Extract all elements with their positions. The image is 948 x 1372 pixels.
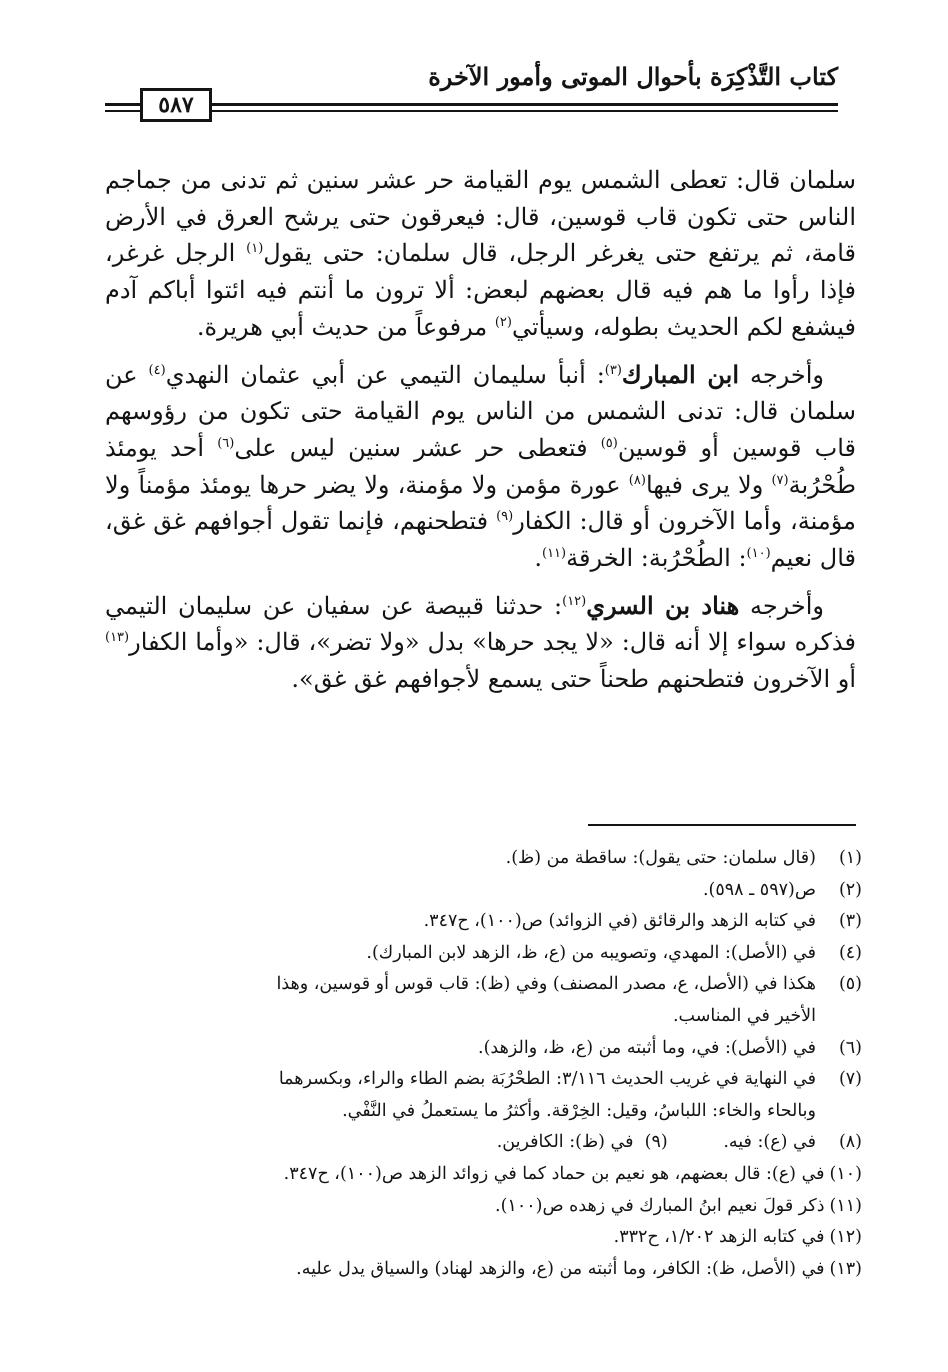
footnote-number: (٣) <box>838 911 862 932</box>
cited-author: هناد بن السري <box>586 590 740 620</box>
footnote-text: في (ظ): الكافرين. <box>496 1132 634 1153</box>
footnote-ref: (١٣) <box>105 630 130 646</box>
footnote <box>105 843 862 875</box>
footnote-text: ذكر قولَ نعيم ابنُ المبارك في زهده ص(١٠٠). <box>495 1195 825 1216</box>
footnote-text: في (الأصل): المهدي، وتصويبه من (ع، ظ، الزهد لابن المبارك). <box>366 942 816 963</box>
footnotes <box>105 843 862 1285</box>
footnote-ref: (٢) <box>494 314 512 330</box>
footnote-separator <box>588 824 856 826</box>
footnote-text: في كتابه الزهد والرقائق (في الزوائد) ص(١٠٠)، ح٣٤٧. <box>423 911 816 932</box>
footnote <box>105 1254 862 1286</box>
page-number: ٥٨٧ <box>140 88 212 122</box>
footnote-ref: (٨) <box>628 472 646 488</box>
footnote-text: ص(٥٩٧ ـ ٥٩٨). <box>702 879 816 900</box>
footnote-number: (٧) <box>838 1069 862 1090</box>
footnote-ref: (١) <box>246 241 264 257</box>
footnote-number: (١١) <box>829 1195 862 1216</box>
page-header <box>0 0 948 140</box>
header-rule-thin <box>105 110 838 112</box>
paragraph: سلمان قال: تعطى الشمس يوم القيامة حر عشر سنين ثم تدنى من جماجم الناس حتى تكون قاب قوسين، قال: فيعرقون حتى يرشح العرق في الأرض قامة، ثم يرتفع حتى يغرغر الرجل، قال سلمان: حتى يقول$^{(١)}$ الرجل غرغر، فإذا رأوا ما هم فيه قال بعضهم لبعض: ألا ترون ما أنتم فيه ائتوا أباكم آدم فيشفع لكم الحديث بطوله، وسيأتي$^{(٢)}$ مرفوعاً من حديث أبي هريرة. <box>105 166 857 341</box>
footnote-number: (١٢) <box>829 1227 862 1248</box>
footnote <box>105 938 862 970</box>
footnote-number: (٤) <box>838 942 862 963</box>
paragraph: وأخرجه ابن المبارك$^{(٣)}$: أنبأ سليمان التيمي عن أبي عثمان النهدي$^{(٤)}$ عن سلمان قال: تدنى الشمس من الناس يوم القيامة حتى تكون من رؤوسهم قاب قوسين أو قوسين$^{(٥)}$ فتعطى حر عشر سنين ليس على$^{(٦)}$ أحد يومئذ طُحْرُبة$^{(٧)}$ ولا يرى فيها$^{(٨)}$ عورة مؤمن ولا مؤمنة، ولا يضر حرها يومئذ مؤمناً ولا مؤمنة، وأما الآخرون أو قال: الكفار$^{(٩)}$ فتطحنهم، فإنما تقول أجوافهم غق غق، قال نعيم$^{(١٠)}$: الطُحْرُبة: الخرقة$^{(١١)}$. <box>105 359 856 573</box>
footnote-text: في كتابه الزهد ١/٢٠٢، ح٣٣٢. <box>613 1227 825 1248</box>
footnote <box>105 1033 862 1065</box>
footnote-ref: (٤) <box>148 362 166 378</box>
footnote-number: (٥) <box>838 974 862 995</box>
footnote-text: في النهاية في غريب الحديث ٣/١١٦: الطحْرُبَة بضم الطاء والراء، وبكسرهما <box>278 1069 816 1090</box>
footnote <box>105 1191 862 1223</box>
footnote-ref: (٣) <box>604 362 622 378</box>
footnote <box>105 1064 862 1127</box>
paragraph: وأخرجه هناد بن السري$^{(١٢)}$: حدثنا قبيصة عن سفيان عن سليمان التيمي فذكره سواء إلا أنه قال: «لا يجد حرها» بدل «ولا تضر»، قال: «وأما الكفار$^{(١٣)}$ أو الآخرون فتطحنهم طحناً حتى يسمع لأجوافهم غق غق». <box>105 590 856 694</box>
footnote-number: (١٣) <box>829 1258 862 1279</box>
footnote <box>105 969 862 1032</box>
footnote-text-continued: وبالحاء والخاء: اللباسُ، وقيل: الخِرْقة. وأكثرُ ما يستعملُ في النَّفْي. <box>342 1100 816 1121</box>
footnote-ref: (٦) <box>217 435 235 451</box>
cited-author: ابن المبارك <box>621 359 739 389</box>
footnote-text: في (ع): فيه. <box>723 1132 816 1153</box>
footnote-number: (٢) <box>838 879 862 900</box>
footnote-number: (٩) <box>644 1132 668 1153</box>
footnote-number: (٨) <box>838 1132 862 1153</box>
footnote-text: (قال سلمان: حتى يقول): ساقطة من (ظ). <box>505 848 816 868</box>
footnote-ref: (١١) <box>541 546 567 562</box>
main-text <box>105 162 856 698</box>
footnote-number: (٦) <box>838 1037 862 1058</box>
footnote-text: في (ع): قال بعضهم، هو نعيم بن حماد كما في زوائد الزهد ص(١٠٠)، ح٣٤٧. <box>283 1163 825 1184</box>
footnote-number: (١) <box>838 848 862 868</box>
footnote-text: في (الأصل، ظ): الكافر، وما أثبته من (ع، والزهد لهناد) والسياق يدل عليه. <box>296 1258 825 1279</box>
footnote-ref: (٩) <box>496 509 514 525</box>
footnote <box>105 1222 862 1254</box>
footnote <box>105 906 862 938</box>
footnote-text-continued: الأخير في المناسب. <box>672 1005 816 1026</box>
footnote-text: هكذا في (الأصل، ع، مصدر المصنف) وفي (ظ): قاب قوس أو قوسين، وهذا <box>276 974 816 995</box>
header-rule <box>105 103 838 106</box>
footnote-ref: (٥) <box>600 435 618 451</box>
running-title: كتاب التَّذْكِرَة بأحوال الموتى وأمور الآخرة <box>428 62 838 91</box>
footnote <box>105 1127 862 1159</box>
footnote <box>105 1159 862 1191</box>
footnote-number: (١٠) <box>829 1163 862 1184</box>
footnote-ref: (١٠) <box>746 546 771 562</box>
footnote-ref: (٧) <box>771 472 789 488</box>
footnote-text: في (الأصل): في، وما أثبته من (ع، ظ، والزهد). <box>478 1037 816 1058</box>
footnote <box>105 875 862 907</box>
footnote-ref: (١٢) <box>562 593 587 609</box>
